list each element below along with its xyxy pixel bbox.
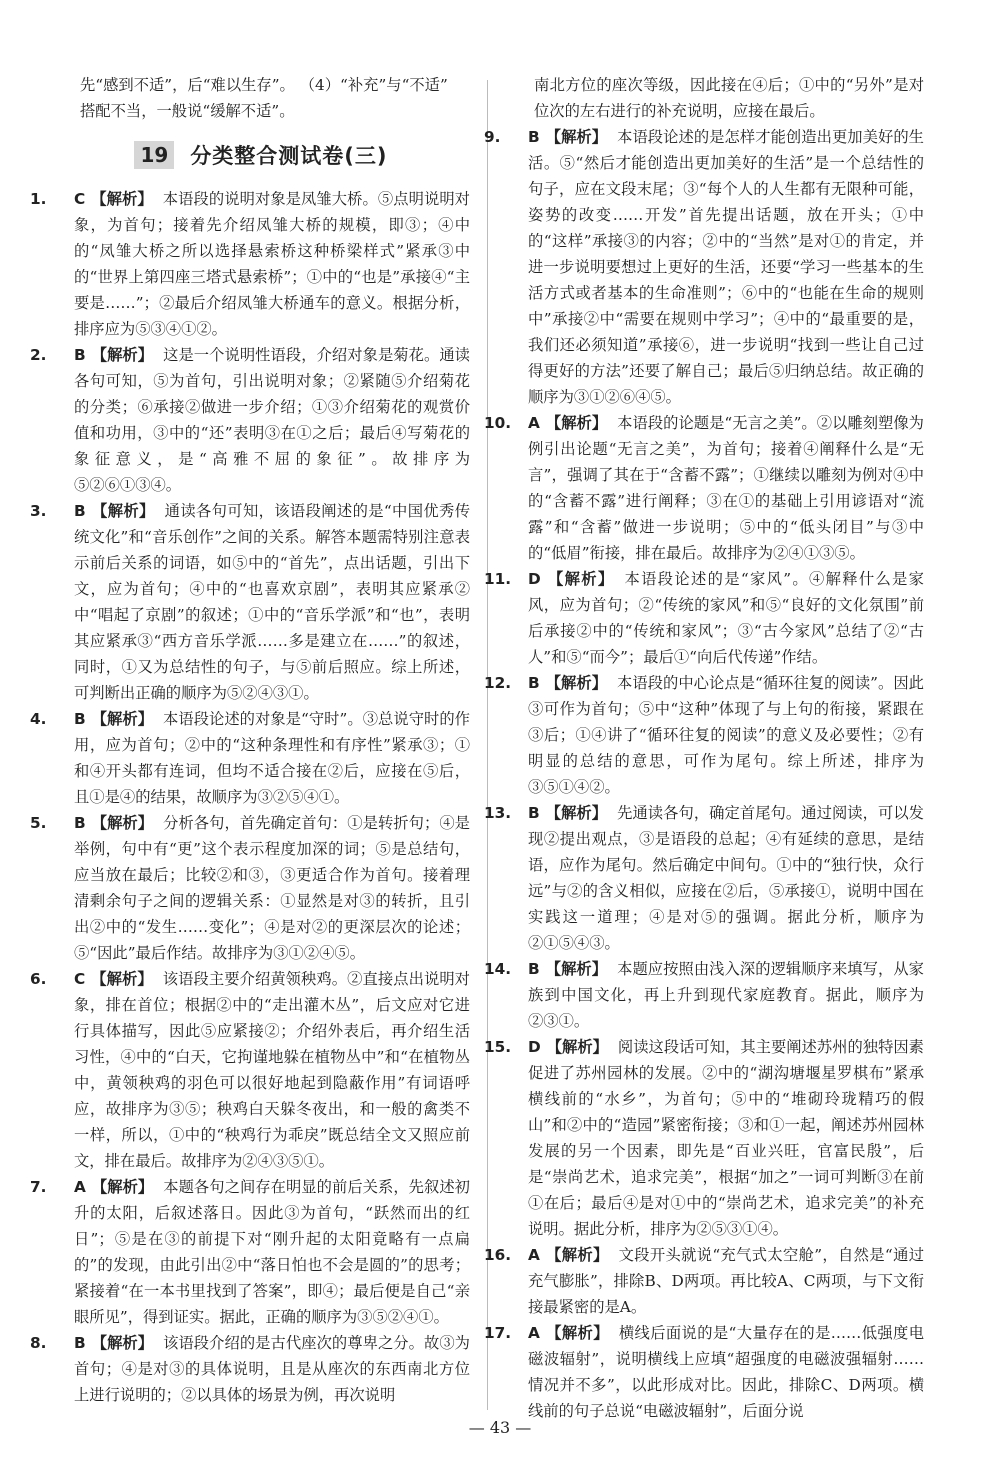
section-number: 19	[134, 141, 174, 169]
analysis-text: 横线后面说的是“大量存在的是……低强度电磁波辐射”，说明横线上应填“超强度的电磁波强辐射……情况并不多”，以此形成对比。因此，排除C、D两项。横线前的句子总说“电磁波辐射”，后面分说	[528, 1324, 924, 1420]
question-number: 17.	[484, 1324, 512, 1342]
analysis-tag: 【解析】	[91, 1178, 154, 1196]
analysis-tag: 【解析】	[91, 1334, 154, 1352]
answer-item	[30, 1330, 470, 1408]
analysis-text: 阅读这段话可知，其主要阐述苏州的独特因素促进了苏州园林的发展。②中的“湖沟塘堰星罗棋布”紧承横线前的“水乡”，为首句；⑤中的“堆砌玲珑精巧的假山”和②中的“造园”紧密衔接；③和①一起，阐述苏州园林发展的另一个因素，即先是“百业兴旺，官富民殷”，后是“崇尚艺术，追求完美”，根据“加之”一词可判断③在前①在后；最后④是对①中的“崇尚艺术，追求完美”的补充说明。据此分析，排序为②⑤③①④。	[528, 1038, 924, 1238]
answer-item	[484, 1034, 924, 1242]
analysis-tag: 【解析】	[545, 804, 608, 822]
answer-choice: C	[74, 190, 86, 208]
analysis-tag: 【解析】	[545, 1324, 609, 1342]
answer-item	[484, 670, 924, 800]
analysis-tag: 【解析】	[545, 674, 608, 692]
answer-item	[30, 810, 470, 966]
analysis-text: 分析各句，首先确定首句：①是转折句；④是举例，句中有“更”这个表示程度加深的词；⑤是总结句，应当放在最后；比较②和③，③更适合作为首句。接着理清剩余句子之间的逻辑关系：①显然是对③的转折，且引出②中的“发生……变化”；④是对②的更深层次的论述；⑤“因此”最后作结。故排序为③①②④⑤。	[74, 814, 470, 962]
answer-choice: A	[528, 1324, 540, 1342]
question-number: 14.	[484, 960, 512, 978]
answer-choice: D	[528, 570, 541, 588]
analysis-tag: 【解析】	[545, 1246, 609, 1264]
answer-item	[484, 566, 924, 670]
answer-choice: C	[74, 970, 86, 988]
carryover-line-1: 先“感到不适”，后“难以生存”。 （4）“补充”与“不适”	[80, 76, 448, 94]
question-number: 10.	[484, 414, 512, 432]
right-question-list	[484, 124, 924, 1424]
question-number: 2.	[30, 346, 47, 364]
question-number: 5.	[30, 814, 47, 832]
answer-item	[30, 966, 470, 1174]
analysis-tag: 【解析】	[91, 970, 153, 988]
question-number: 4.	[30, 710, 47, 728]
left-question-list	[30, 186, 470, 1408]
question-number: 12.	[484, 674, 512, 692]
answer-item	[484, 410, 924, 566]
analysis-text: 通读各句可知，该语段阐述的是“中国优秀传统文化”和“音乐创作”之间的关系。解答本题需特别注意表示前后关系的词语，如⑤中的“首先”，点出话题，引出下文，应为首句；④中的“也喜欢京剧”，表明其应紧承②中“唱起了京剧”的叙述；①中的“音乐学派”和“也”，表明其应紧承③“西方音乐学派……多是建立在……”的叙述，同时，①又为总结性的句子，与⑤前后照应。综上所述，可判断出正确的顺序为⑤②④③①。	[74, 502, 470, 702]
analysis-text: 本题应按照由浅入深的逻辑顺序来填写，从家族到中国文化，再上升到现代家庭教育。据此，顺序为②③①。	[528, 960, 924, 1030]
analysis-text: 本语段的论题是“无言之美”。②以雕刻塑像为例引出论题“无言之美”，为首句；接着④阐释什么是“无言”，强调了其在于“含蓄不露”；①继续以雕刻为例对④中的“含蓄不露”进行阐释；③在①的基础上引用谚语对“流露”和“含蓄”做进一步说明；⑤中的“低头闭目”与③中的“低眉”衔接，排在最后。故排序为②④①③⑤。	[528, 414, 924, 562]
analysis-text: 该语段介绍的是古代座次的尊卑之分。故③为首句；④是对③的具体说明，且是从座次的东西南北方位上进行说明的；②以具体的场景为例，再次说明	[74, 1334, 470, 1404]
question-number: 15.	[484, 1038, 512, 1056]
answer-choice: B	[528, 128, 540, 146]
analysis-text: 文段开头就说“充气式太空舱”，自然是“通过充气膨胀”，排除B、D两项。再比较A、C两项，与下文衔接最紧密的是A。	[528, 1246, 924, 1316]
answer-item	[30, 498, 470, 706]
answer-item	[30, 186, 470, 342]
answer-choice: D	[528, 1038, 541, 1056]
section-title-text: 分类整合测试卷(三)	[190, 144, 388, 168]
analysis-text: 先通读各句，确定首尾句。通过阅读，可以发现②提出观点，③是语段的总起；④有延续的意思，是结语，应作为尾句。然后确定中间句。①中的“独行快，众行远”与②的含义相似，应接在②后，⑤承接①，说明中国在实践这一道理；④是对⑤的强调。据此分析，顺序为②①⑤④③。	[528, 804, 924, 952]
analysis-text: 本题各句之间存在明显的前后关系，先叙述初升的太阳，后叙述落日。因此③为首句，“跃然而出的红日”；⑤是在③的前提下对“刚升起的太阳竟略有一点扁的”的发现，由此引出②中“落日怕也不会是圆的”的思考；紧接着“在一本书里找到了答案”，即④；最后便是自己“亲眼所见”，得到证实。据此，正确的顺序为③⑤②④①。	[74, 1178, 470, 1326]
left-column	[30, 72, 470, 1408]
analysis-tag: 【解析】	[91, 346, 154, 364]
analysis-tag: 【解析】	[546, 1038, 608, 1056]
answer-choice: B	[528, 804, 540, 822]
answer-choice: B	[528, 674, 540, 692]
right-column	[484, 72, 924, 1424]
carryover-line-2: 搭配不当，一般说“缓解不适”。	[80, 102, 295, 120]
answer-choice: A	[528, 414, 540, 432]
analysis-tag: 【解析】	[91, 710, 154, 728]
answer-choice: B	[74, 710, 86, 728]
analysis-text: 该语段主要介绍黄领秧鸡。②直接点出说明对象，排在首位；根据②中的“走出灌木丛”，后文应对它进行具体描写，因此⑤应紧接②；介绍外表后，再介绍生活习性，④中的“白天，它拘谨地躲在植物丛中”和“在植物丛中，黄领秧鸡的羽色可以很好地起到隐蔽作用”有词语呼应，故排序为③⑤；秧鸡白天躲冬夜出，和一般的禽类不一样，所以，①中的“秧鸡行为乖戾”既总结全文又照应前文，排在最后。故排序为②④③⑤①。	[74, 970, 470, 1170]
analysis-tag: 【解析】	[91, 502, 155, 520]
answer-choice: B	[74, 346, 86, 364]
question-number: 6.	[30, 970, 47, 988]
answer-item	[484, 124, 924, 410]
analysis-text: 本语段论述的是“家风”。④解释什么是家风，应为首句；②“传统的家风”和⑤“良好的文化氛围”前后承接②中的“传统和家风”；③“古今家风”总结了②“古人”和⑤“而今”；最后①“向后代传递”作结。	[528, 570, 924, 666]
analysis-tag: 【解析】	[91, 814, 154, 832]
answer-item	[484, 800, 924, 956]
analysis-text: 本语段论述的是怎样才能创造出更加美好的生活。⑤“然后才能创造出更加美好的生活”是一个总结性的句子，应在文段末尾；③“每个人的人生都有无限种可能，姿势的改变……开发”首先提出话题，放在开头；①中的“这样”承接③的内容；②中的“当然”是对①的肯定，并进一步说明要想过上更好的生活，还要“学习一些基本的生活方式或者基本的生命准则”；⑥中的“也能在生命的规则中”承接②中“需要在规则中学习”；④中的“最重要的是，我们还必须知道”承接⑥，进一步说明“找到一些让自己过得更好的方法”还要了解自己；最后⑤归纳总结。故正确的顺序为③①②⑥④⑤。	[528, 128, 924, 406]
answer-choice: A	[528, 1246, 540, 1264]
question-number: 7.	[30, 1178, 47, 1196]
analysis-tag: 【解析】	[545, 960, 608, 978]
answer-choice: A	[74, 1178, 86, 1196]
answer-choice: B	[74, 1334, 86, 1352]
question-number: 1.	[30, 190, 47, 208]
analysis-text: 这是一个说明性语段，介绍对象是菊花。通读各句可知，⑤为首句，引出说明对象；②紧随⑤介绍菊花的分类；⑥承接②做进一步介绍；①③介绍菊花的观赏价值和功用，③中的“还”表明③在①之后；最后④写菊花的象征意义，是“高雅不屈的象征”。故排序为⑤②⑥①③④。	[74, 346, 470, 494]
answer-item	[30, 706, 470, 810]
question-number: 3.	[30, 502, 47, 520]
analysis-tag: 【解析】	[545, 414, 608, 432]
analysis-text: 本语段的中心论点是“循环往复的阅读”。因此③可作为首句；⑤中“这种”体现了与上句的衔接，紧跟在③后；①④讲了“循环往复的阅读”的意义及必要性；②有明显的总结的意思，可作为尾句。综上所述，排序为③⑤①④②。	[528, 674, 924, 796]
analysis-tag: 【解析】	[91, 190, 153, 208]
question-number: 16.	[484, 1246, 512, 1264]
section-title	[52, 138, 470, 172]
column-divider	[487, 80, 488, 1410]
analysis-tag: 【解析】	[545, 128, 608, 146]
answer-item	[30, 1174, 470, 1330]
answer-choice: B	[74, 502, 86, 520]
answer-item	[484, 956, 924, 1034]
carryover-answer-8: 南北方位的座次等级，因此接在④后；①中的“另外”是对位次的左右进行的补充说明，应接在最后。	[534, 76, 924, 120]
question-number: 9.	[484, 128, 501, 146]
answer-choice: B	[74, 814, 86, 832]
answer-choice: B	[528, 960, 540, 978]
answer-item	[30, 342, 470, 498]
analysis-tag: 【解析】	[546, 570, 615, 588]
watermark-logo	[820, 1386, 980, 1462]
answer-item	[484, 1242, 924, 1320]
question-number: 11.	[484, 570, 512, 588]
question-number: 8.	[30, 1334, 47, 1352]
analysis-text: 本语段论述的对象是“守时”。③总说守时的作用，应为首句；②中的“这种条理性和有序性”紧承③；①和④开头都有连词，但均不适合接在②后，应接在⑤后，且①是④的结果，故顺序为③②⑤④①。	[74, 710, 470, 806]
analysis-text: 本语段的说明对象是凤雏大桥。⑤点明说明对象，为首句；接着先介绍凤雏大桥的规模，即③；④中的“凤雏大桥之所以选择悬索桥这种桥梁样式”紧承③中的“世界上第四座三塔式悬索桥”；①中的“也是”承接④“主要是……”；②最后介绍凤雏大桥通车的意义。根据分析，排序应为⑤③④①②。	[74, 190, 470, 338]
question-number: 13.	[484, 804, 512, 822]
page-number: — 43 —	[468, 1418, 532, 1437]
